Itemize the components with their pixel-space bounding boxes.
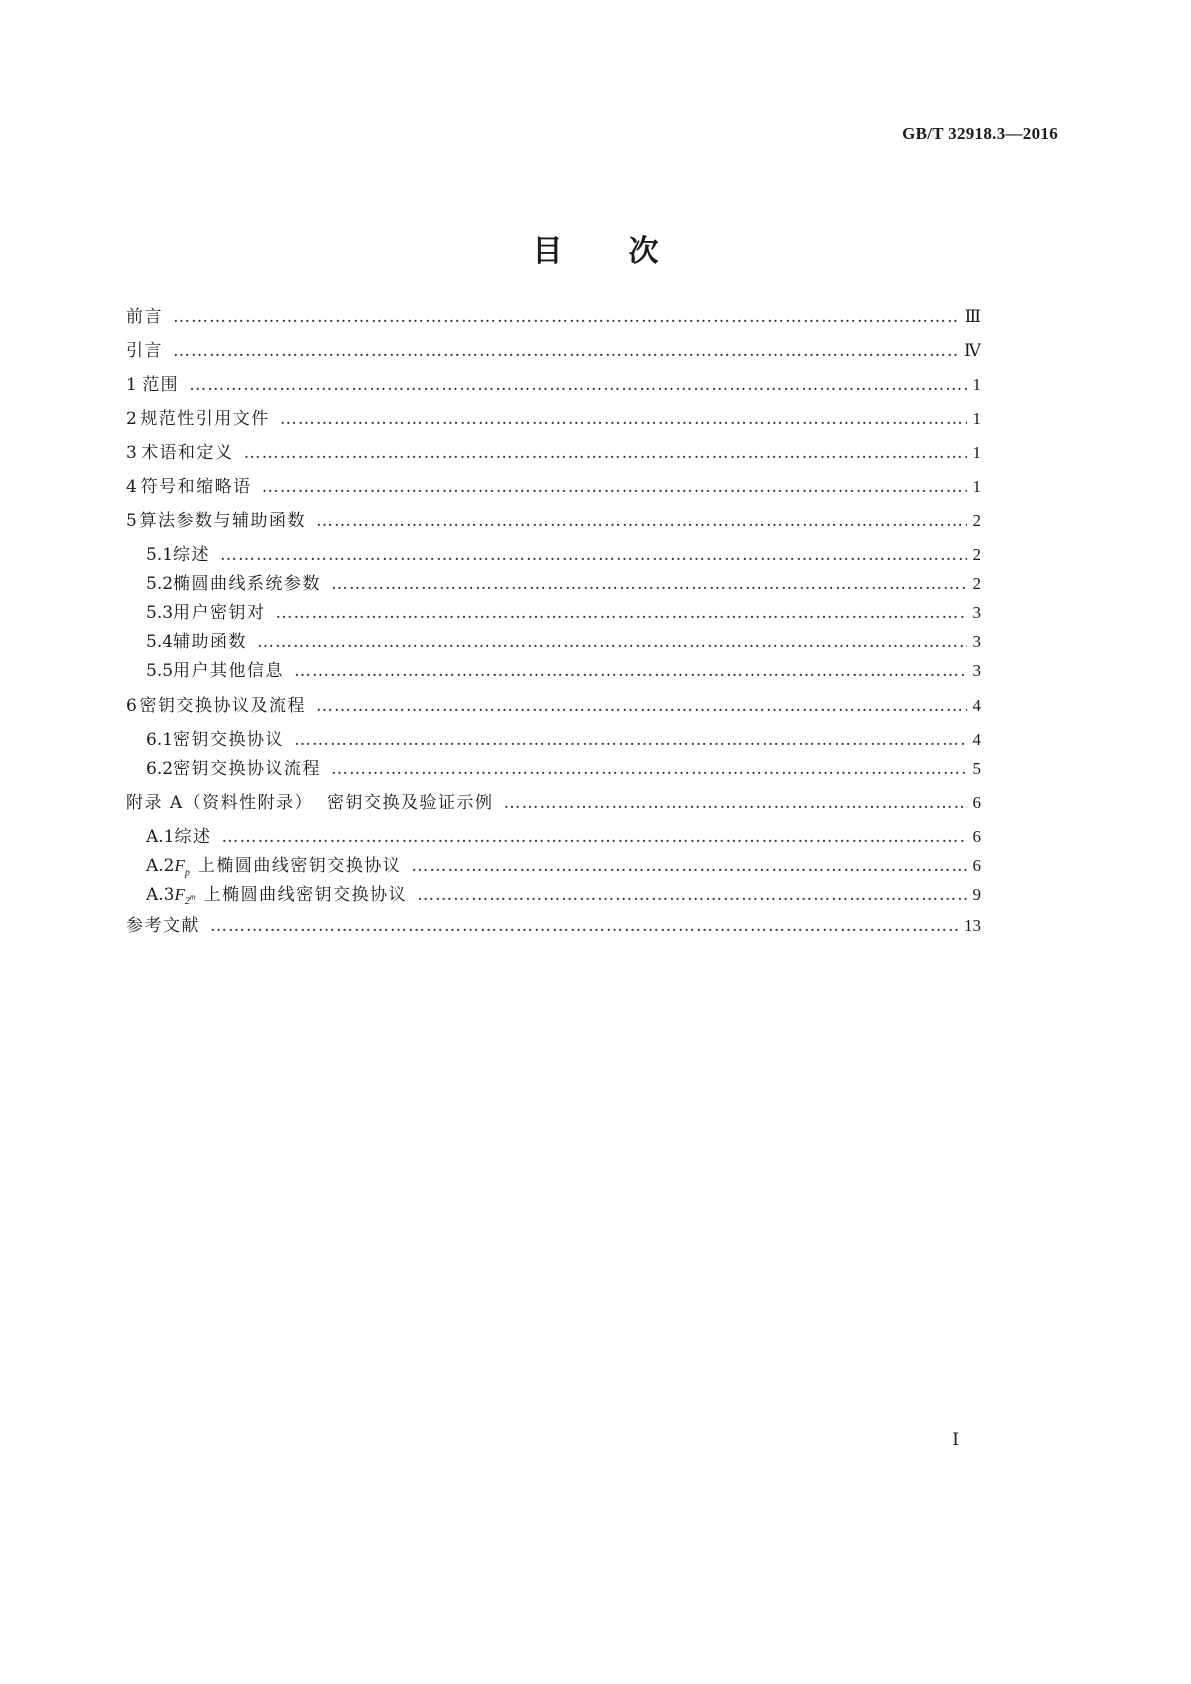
toc-entry-page: 4 — [972, 730, 981, 749]
toc-entry-a-1[interactable] — [0, 825, 1191, 849]
toc-entry-label: 综述 — [174, 827, 212, 847]
document-code: GB/T 32918.3—2016 — [902, 124, 1058, 143]
toc-entry-6-2[interactable] — [0, 757, 1191, 781]
toc-entry-page: 3 — [972, 661, 981, 680]
toc-entry-label: 密钥交换协议 — [173, 730, 285, 750]
toc-entry-label: 附录 A（资料性附录） 密钥交换及验证示例 — [126, 793, 494, 813]
dot-leader — [411, 854, 966, 878]
toc-entry-number: 5.1 — [146, 545, 174, 565]
toc-entry-5-5[interactable] — [0, 659, 1191, 683]
toc-entry-number: 5.4 — [146, 632, 174, 652]
dot-leader — [262, 475, 967, 499]
toc-entry-label: 引言 — [126, 341, 163, 361]
page-title — [0, 226, 1191, 270]
toc-entry-number: 6.1 — [146, 730, 174, 750]
toc-entry-4[interactable] — [0, 475, 1191, 499]
toc-entry-label: 用户密钥对 — [173, 603, 266, 623]
toc-entry-number: 2 — [126, 409, 137, 429]
toc-entry-page: 6 — [972, 827, 981, 846]
toc-entry-number: 1 — [126, 375, 137, 395]
toc-entry-annex-a[interactable] — [0, 791, 1191, 815]
page-number: Ⅰ — [952, 1430, 959, 1449]
toc-entry-number: 4 — [126, 477, 137, 497]
toc-entry-label: 上椭圆曲线密钥交换协议 — [203, 885, 408, 905]
dot-leader — [220, 543, 966, 567]
toc-entry-bibliography[interactable] — [0, 914, 1191, 938]
toc-entry-5-2[interactable] — [0, 572, 1191, 596]
toc-entry-2[interactable] — [0, 407, 1191, 431]
toc-entry-5-1[interactable] — [0, 543, 1191, 567]
toc-entry-label: 用户其他信息 — [173, 661, 285, 681]
toc-entry-label: 术语和定义 — [141, 443, 234, 463]
toc-entry-3[interactable] — [0, 441, 1191, 465]
toc-entry-label: 密钥交换协议流程 — [173, 759, 322, 779]
toc-entry-page: 13 — [964, 916, 981, 935]
toc-entry-6[interactable] — [0, 694, 1191, 718]
toc-entry-page: 1 — [972, 409, 981, 428]
dot-leader — [280, 407, 967, 431]
toc-entry-number: A.1 — [146, 827, 175, 847]
toc-entry-page: 3 — [972, 632, 981, 651]
dot-leader — [331, 757, 966, 781]
toc-entry-label: 算法参数与辅助函数 — [139, 511, 307, 531]
title-char-2: 次 — [628, 234, 659, 269]
dot-leader — [276, 601, 967, 625]
toc-entry-label: 规范性引用文件 — [140, 409, 270, 429]
dot-leader — [173, 305, 959, 329]
toc-entry-label: 椭圆曲线系统参数 — [173, 574, 322, 594]
toc-entry-a-3[interactable] — [0, 883, 1191, 907]
dot-leader — [331, 572, 966, 596]
toc-entry-page: 2 — [972, 574, 981, 593]
dot-leader — [316, 694, 966, 718]
dot-leader — [504, 791, 967, 815]
dot-leader — [294, 659, 966, 683]
dot-leader — [417, 883, 966, 907]
toc-entry-number: 6.2 — [146, 759, 174, 779]
toc-entry-page: 4 — [972, 696, 981, 715]
toc-entry-label: 符号和缩略语 — [140, 477, 252, 497]
toc-entry-5-3[interactable] — [0, 601, 1191, 625]
dot-leader — [222, 825, 967, 849]
toc-entry-page: 2 — [972, 545, 981, 564]
toc-entry-number: 3 — [126, 443, 137, 463]
toc-entry-label: 上椭圆曲线密钥交换协议 — [197, 856, 402, 876]
toc-entry-number: 6 — [126, 696, 137, 716]
dot-leader — [257, 630, 966, 654]
toc-entry-number: 5 — [126, 511, 137, 531]
toc-entry-a-2[interactable] — [0, 854, 1191, 878]
toc-entry-page: 6 — [972, 793, 981, 812]
toc-entry-page: 5 — [972, 759, 981, 778]
toc-entry-page: 6 — [972, 856, 981, 875]
toc-entry-number: 5.5 — [146, 661, 174, 681]
toc-entry-page: 1 — [972, 443, 981, 462]
dot-leader — [210, 914, 958, 938]
toc-entry-page: 1 — [972, 375, 981, 394]
dot-leader — [173, 339, 958, 363]
toc-entry-label: 辅助函数 — [173, 632, 248, 652]
toc-entry-number: 5.3 — [146, 603, 174, 623]
toc-entry-5[interactable] — [0, 509, 1191, 533]
toc-entry-number: 5.2 — [146, 574, 174, 594]
toc-entry-label: 综述 — [173, 545, 211, 565]
title-char-1: 目 — [532, 234, 563, 269]
dot-leader — [189, 373, 966, 397]
field-f2m-symbol: $F_{2^m}$ — [174, 885, 196, 908]
dot-leader — [244, 441, 967, 465]
toc-entry-6-1[interactable] — [0, 728, 1191, 752]
toc-entry-page: Ⅲ — [964, 307, 981, 326]
toc-entry-number: A.2 — [146, 856, 175, 876]
toc-entry-page: 2 — [972, 511, 981, 530]
toc-entry-page: 1 — [972, 477, 981, 496]
toc-entry-introduction[interactable] — [0, 339, 1191, 363]
dot-leader — [316, 509, 966, 533]
field-fp-symbol: $F_p$ — [174, 856, 190, 879]
toc-entry-page: Ⅳ — [964, 341, 981, 360]
toc-entry-page: 9 — [972, 885, 981, 904]
toc-entry-foreword[interactable] — [0, 305, 1191, 329]
toc-entry-label: 前言 — [126, 307, 163, 327]
toc-entry-label: 参考文献 — [126, 916, 200, 936]
toc-entry-1[interactable] — [0, 373, 1191, 397]
toc-entry-page: 3 — [972, 603, 981, 622]
toc-entry-label: 密钥交换协议及流程 — [139, 696, 307, 716]
toc-entry-number: A.3 — [146, 885, 175, 905]
dot-leader — [294, 728, 966, 752]
toc-entry-label: 范围 — [142, 375, 180, 395]
toc-entry-5-4[interactable] — [0, 630, 1191, 654]
